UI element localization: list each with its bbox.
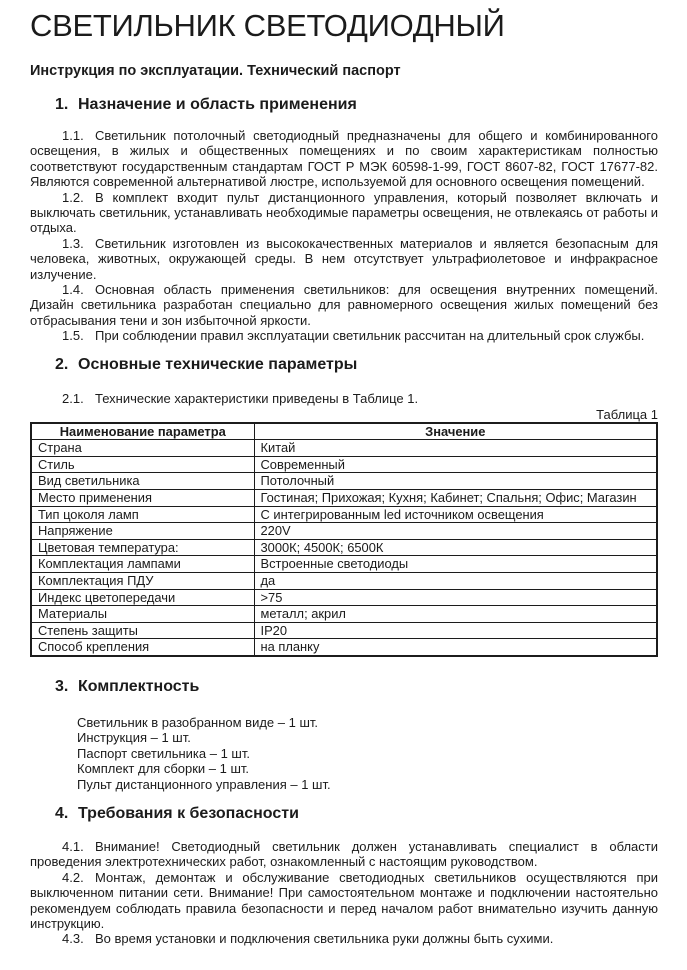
section-number: 1.: [55, 96, 69, 113]
paragraph-text: Светильник потолочный светодиодный предназначены для общего и комбинированного освещения, в жилых и общественных помещениях и по своим характеристикам полностью соответствуют государственным стандартам ГОСТ Р МЭК 60598-1-99, ГОСТ 8607-82, ГОСТ 17677-82. Являются современной альтернативой люстре, используемой для основного освещения помещений.: [30, 128, 658, 190]
param-name: Цветовая температура:: [31, 539, 254, 556]
list-item: Инструкция – 1 шт.: [77, 730, 191, 746]
table-row: [31, 556, 657, 573]
param-value: Гостиная; Прихожая; Кухня; Кабинет; Спальня; Офис; Магазин: [254, 489, 657, 506]
table-row: [31, 473, 657, 490]
paragraph-number: 4.3.: [62, 931, 84, 947]
table-row: [31, 489, 657, 506]
paragraph-text: Монтаж, демонтаж и обслуживание светодиодных светильников осуществляются при выключенном питании сети. Внимание! При самостоятельном монтаже и подключении настоятельно рекомендуем соблюдать правила безопасности и перед началом работ внимательно изучить данную инструкцию.: [30, 869, 658, 931]
document-title: СВЕТИЛЬНИК СВЕТОДИОДНЫЙ: [30, 8, 505, 43]
table-row: [31, 606, 657, 623]
param-name: Стиль: [31, 456, 254, 473]
param-name: Степень защиты: [31, 622, 254, 639]
paragraph-1-3: [30, 236, 658, 282]
paragraph-text: Светильник изготовлен из высококачественных материалов и является безопасным для человека, животных, окружающей среды. В нем отсутствует ультрафиолетовое и инфракрасное излучение.: [30, 235, 658, 282]
param-name: Напряжение: [31, 523, 254, 540]
section-number: 4.: [55, 804, 69, 822]
table-row: [31, 539, 657, 556]
section-4-body: [30, 839, 658, 947]
section-2-heading: [30, 356, 658, 374]
param-name: Тип цоколя ламп: [31, 506, 254, 523]
table-row: [31, 456, 657, 473]
paragraph-text: Во время установки и подключения светильника руки должны быть сухими.: [95, 931, 554, 947]
paragraph-text: Основная область применения светильников: для освещения внутренних помещений. Дизайн светильника разработан специально для равномерного освещения жилых помещений без отбрасывания тени и зон избыточной яркости.: [30, 282, 658, 328]
paragraph-1-4: [30, 282, 658, 328]
param-value: на планку: [254, 639, 657, 656]
section-heading-text: Назначение и область применения: [78, 96, 357, 113]
paragraph-number: 1.2.: [62, 189, 84, 205]
table-row: [31, 440, 657, 457]
param-value: Современный: [254, 456, 657, 473]
paragraph-number: 4.2.: [62, 869, 84, 885]
document-subtitle: Инструкция по эксплуатации. Технический паспорт: [30, 63, 401, 79]
list-item: Паспорт светильника – 1 шт.: [77, 745, 250, 761]
paragraph-number: 1.1.: [62, 128, 84, 143]
table-row: [31, 639, 657, 656]
param-name: Место применения: [31, 489, 254, 506]
paragraph-text: В комплект входит пульт дистанционного управления, который позволяет включать и выключать светильник, устанавливать необходимые параметры освещения, не отвлекаясь от работы и отдыха.: [30, 189, 658, 236]
kit-list: [30, 715, 658, 792]
table-header-value: Значение: [254, 423, 657, 440]
table-header-parameter: Наименование параметра: [31, 423, 254, 440]
section-safety-requirements: [30, 805, 658, 947]
section-1-heading: [30, 96, 658, 114]
paragraph-2-1: [30, 391, 658, 406]
paragraph-4-2: [30, 870, 658, 932]
param-value: металл; акрил: [254, 606, 657, 623]
param-name: Материалы: [31, 606, 254, 623]
paragraph-text: При соблюдении правил эксплуатации светильник рассчитан на длительный срок службы.: [95, 328, 645, 344]
paragraph-number: 1.4.: [62, 282, 84, 298]
section-purpose: [30, 96, 658, 344]
paragraph-number: 2.1.: [62, 390, 84, 406]
param-value: 3000К; 4500К; 6500К: [254, 539, 657, 556]
section-2-body: [30, 391, 658, 406]
table-row: [31, 523, 657, 540]
paragraph-text: Технические характеристики приведены в Таблице 1.: [95, 390, 419, 406]
parameters-table: [30, 422, 658, 657]
paragraph-1-5: [30, 328, 658, 343]
section-heading-text: Комплектность: [78, 677, 200, 695]
param-value: С интегрированным led источником освещения: [254, 506, 657, 523]
table-row: [31, 572, 657, 589]
table-caption: Таблица 1: [596, 407, 658, 423]
param-value: IP20: [254, 622, 657, 639]
param-name: Комплектация лампами: [31, 556, 254, 573]
table-row: [31, 589, 657, 606]
param-name: Вид светильника: [31, 473, 254, 490]
table-row: [31, 622, 657, 639]
param-name: Комплектация ПДУ: [31, 572, 254, 589]
section-heading-text: Требования к безопасности: [78, 804, 299, 822]
list-item: Комплект для сборки – 1 шт.: [77, 761, 250, 777]
param-value: Потолочный: [254, 473, 657, 490]
list-item: Пульт дистанционного управления – 1 шт.: [77, 776, 331, 792]
param-value: Китай: [254, 440, 657, 457]
section-number: 2.: [55, 355, 69, 373]
param-value: Встроенные светодиоды: [254, 556, 657, 573]
paragraph-1-2: [30, 190, 658, 236]
section-heading-text: Основные технические параметры: [78, 355, 358, 373]
table-header-row: [31, 423, 657, 440]
paragraph-1-1: [30, 128, 658, 190]
section-3-heading: [30, 678, 658, 696]
section-4-heading: [30, 805, 658, 823]
section-number: 3.: [55, 677, 69, 695]
param-value: 220V: [254, 523, 657, 540]
paragraph-4-1: [30, 839, 658, 870]
paragraph-text: Внимание! Светодиодный светильник должен устанавливать специалист в области проведения электротехнических работ, ознакомленный с настоящим руководством.: [30, 838, 658, 870]
paragraph-number: 1.5.: [62, 328, 84, 344]
paragraph-4-3: [30, 931, 658, 946]
paragraph-number: 1.3.: [62, 235, 84, 251]
section-1-body: [30, 128, 658, 344]
list-item: Светильник в разобранном виде – 1 шт.: [77, 714, 319, 730]
param-value: да: [254, 572, 657, 589]
param-name: Способ крепления: [31, 639, 254, 656]
param-value: >75: [254, 589, 657, 606]
param-name: Индекс цветопередачи: [31, 589, 254, 606]
table-row: [31, 506, 657, 523]
section-completeness: [30, 678, 658, 792]
section-technical-parameters: [30, 356, 658, 657]
paragraph-number: 4.1.: [62, 838, 84, 854]
param-name: Страна: [31, 440, 254, 457]
